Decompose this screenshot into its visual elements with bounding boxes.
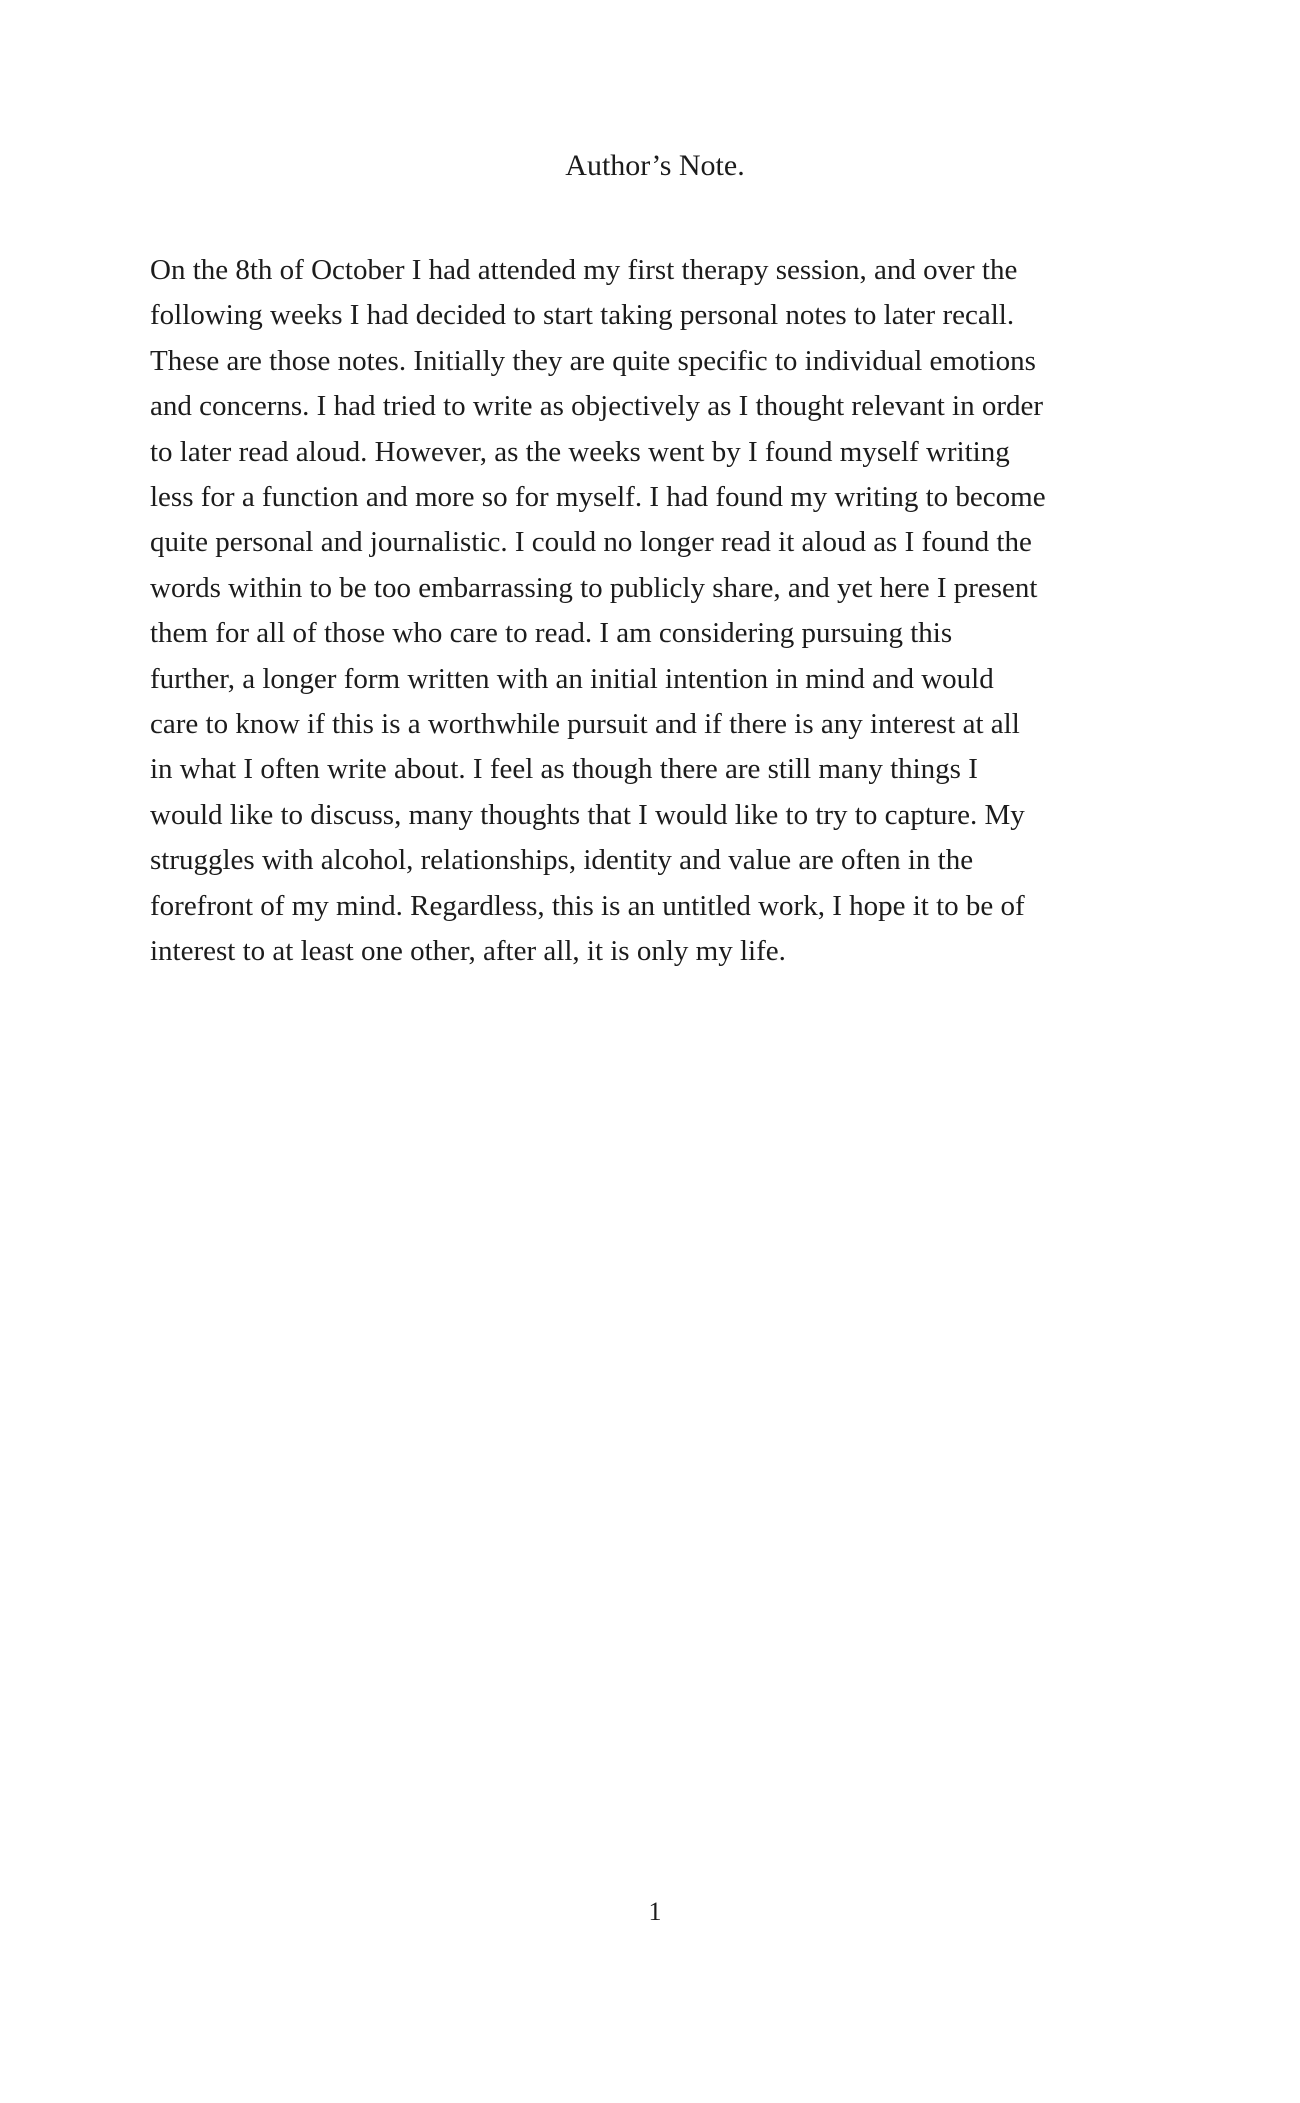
paragraph-line: following weeks I had decided to start taking personal notes to later recall. <box>150 299 1015 332</box>
paragraph-line: These are those notes. Initially they are quite specific to individual emotions <box>150 344 1036 377</box>
paragraph-line: in what I often write about. I feel as though there are still many things I <box>150 753 978 786</box>
paragraph-line: to later read aloud. However, as the weeks went by I found myself writing <box>150 435 1010 468</box>
page-number: 1 <box>648 1897 662 1926</box>
paragraph-line: less for a function and more so for myself. I had found my writing to become <box>150 481 1046 514</box>
paragraph-line: interest to at least one other, after all, it is only my life. <box>150 935 786 968</box>
paragraph-line: further, a longer form written with an initial intention in mind and would <box>150 662 994 695</box>
body-paragraph <box>150 248 1160 975</box>
paragraph-line: quite personal and journalistic. I could no longer read it aloud as I found the <box>150 526 1032 559</box>
paragraph-line: care to know if this is a worthwhile pursuit and if there is any interest at all <box>150 708 1020 741</box>
paragraph-line: them for all of those who care to read. I am considering pursuing this <box>150 617 953 650</box>
page-title: Author’s Note. <box>565 149 745 182</box>
paragraph-line: struggles with alcohol, relationships, identity and value are often in the <box>150 844 974 877</box>
paragraph-line: words within to be too embarrassing to publicly share, and yet here I present <box>150 571 1038 604</box>
paragraph-line: forefront of my mind. Regardless, this is an untitled work, I hope it to be of <box>150 889 1025 922</box>
paragraph-line: would like to discuss, many thoughts that I would like to try to capture. My <box>150 798 1025 831</box>
paragraph-line: and concerns. I had tried to write as objectively as I thought relevant in order <box>150 390 1044 423</box>
paragraph-line: On the 8th of October I had attended my first therapy session, and over the <box>150 254 1018 286</box>
